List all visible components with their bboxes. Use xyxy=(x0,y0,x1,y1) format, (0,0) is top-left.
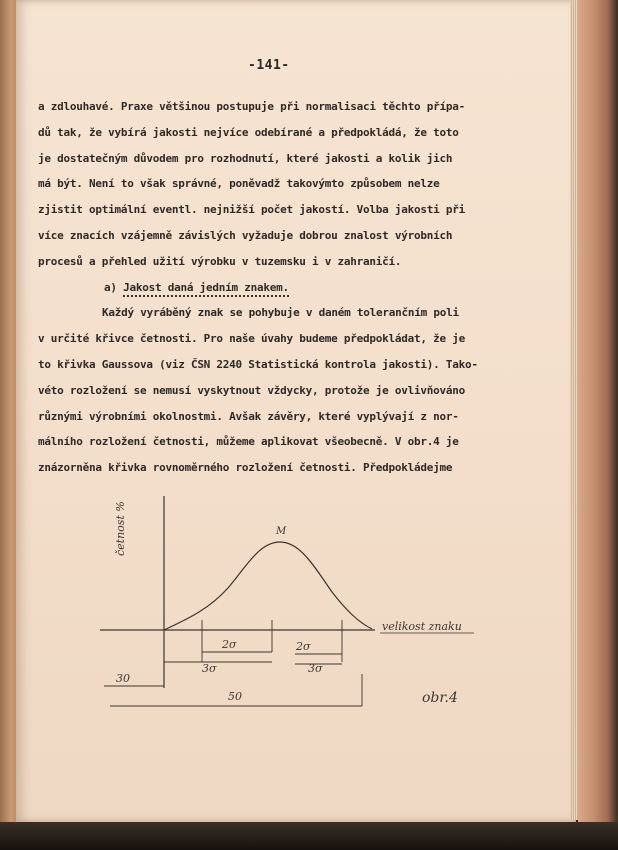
dim-total-label: 50 xyxy=(228,690,242,703)
text-line: Každý vyráběný znak se pohybuje v daném tolerančním poli xyxy=(102,306,459,320)
dim-right-2sigma-label: 2σ xyxy=(296,640,311,653)
book-binding-right xyxy=(578,0,618,850)
text-line: to křivka Gaussova (viz ČSN 2240 Statistická kontrola jakosti). Tako- xyxy=(38,357,478,371)
page-number: -141- xyxy=(248,58,290,73)
text-line: má být. Není to však správné, poněvadž takovýmto způsobem nelze xyxy=(38,177,440,191)
dim-offset-label: 30 xyxy=(116,672,130,685)
distribution-figure xyxy=(100,496,480,726)
text-line: a zdlouhavé. Praxe většinou postupuje při normalisaci těchto přípa- xyxy=(38,100,465,113)
y-axis-label: četnost % xyxy=(114,501,127,556)
figure-caption: obr.4 xyxy=(422,690,458,706)
gaussian-curve xyxy=(164,542,372,630)
dim-2sigma-label: 2σ xyxy=(222,638,237,651)
text-line: málního rozložení četnosti, můžeme aplikovat všeobecně. V obr.4 je xyxy=(38,435,459,449)
x-axis-label: velikost znaku xyxy=(382,620,462,633)
text-line: více znacích vzájemně závislých vyžaduje dobrou znalost výrobních xyxy=(38,228,453,242)
dim-right-3sigma-label: 3σ xyxy=(308,662,323,675)
text-line: procesů a přehled užití výrobku v tuzemsku i v zahraničí. xyxy=(38,254,402,268)
text-line: znázorněna křivka rovnoměrného rozložení četnosti. Předpokládejme xyxy=(38,461,453,475)
text-line: véto rozložení se nemusí vyskytnout vždycky, protože je ovlivňováno xyxy=(38,383,465,397)
section-heading-text: Jakost daná jedním znakem. xyxy=(123,281,289,297)
bottom-shadow xyxy=(0,822,618,850)
section-marker: a) xyxy=(104,280,117,294)
peak-label: M xyxy=(276,526,287,537)
text-line: různými výrobními okolnostmi. Avšak závěry, které vyplývají z nor- xyxy=(38,409,459,423)
text-line: zjistit optimální eventl. nejnižší počet jakostí. Volba jakosti při xyxy=(38,203,465,217)
body-text xyxy=(38,94,558,481)
text-line: v určité křivce četnosti. Pro naše úvahy budeme předpokládat, že je xyxy=(38,332,465,346)
dim-3sigma-label: 3σ xyxy=(202,662,217,675)
section-heading xyxy=(38,275,558,301)
text-line: je dostatečným důvodem pro rozhodnutí, které jakosti a kolik jich xyxy=(38,151,453,165)
text-line: dů tak, že vybírá jakosti nejvíce odebírané a předpokládá, že toto xyxy=(38,125,459,139)
